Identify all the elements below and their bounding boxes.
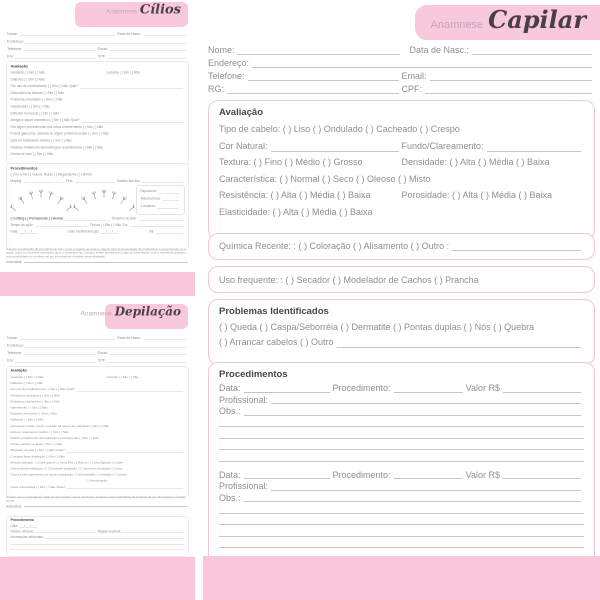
espessura-blank [158,188,179,194]
maping-label: Maping: [10,179,23,183]
obs-label: Obs.: [219,492,241,503]
rg-label: RG: [7,358,14,363]
procedimento-entry [219,383,584,464]
obs-blank [244,493,581,503]
maping-blank [24,178,65,183]
problemas-outro-blank [337,335,581,348]
regiao-label: Região depilada: [97,530,122,534]
page-title: Depilação [114,304,181,319]
rg-blank [227,83,398,94]
header-prefix: Anamnese [430,19,484,31]
cpf-blank [108,357,187,363]
fundo-blank [487,138,581,153]
qual-blank [79,83,183,88]
adesivo-cola-label: Adesivo/Cola: [140,197,161,201]
telefone-label: Telefone: [208,71,245,81]
uso-frequente-box [208,266,595,293]
endereco-label: Endereço: [208,58,250,68]
obs-blank [244,406,581,416]
avaliacao-box [208,100,595,240]
capilar-footer-bar [203,556,600,600]
lash-specs-box [137,186,185,215]
avaliacao-line: Alergia a algum cosmético ( ) Sim ( ) Não Qual? [10,118,80,123]
adesivo-cola-blank [162,195,179,201]
avaliacao-line: Hipertensão ( ) Sim ( ) Não [10,405,48,410]
tecnicas-line: ( ) Fio a Fio ( ) Volume Russo ( ) Megavolume ( ) Híbrido [10,173,92,177]
avaliacao-line: Faz uso de medicamento ( ) Sim ( ) Não Qual? [10,387,75,392]
nome-label: Nome: [208,45,235,55]
resistencia-line: Resistência: ( ) Alta ( ) Média ( ) Baixa [219,190,371,200]
telefone-blank [248,70,399,81]
cilios-id-fields [7,30,188,60]
metodo-blank [36,529,96,533]
rg-label: RG: [7,54,14,59]
avaliacao-line: Antecedentes alérgicos: ( ) Creme pré depilação ( ) Creme pós depilação ( ) Cera [10,467,123,471]
nome-label: Nome: [7,31,19,36]
valor-label: Valor R$ [465,383,500,393]
modelo-fios-blank [142,178,183,183]
email-label: Email: [97,46,108,51]
avaliacao-line: Fez algum procedimento nos olhos recentemente ( ) Sim ( ) Não [10,125,104,129]
quimica-recente-line: Química Recente: : ( ) Coloração ( ) Alisamento ( ) Outro : [219,241,450,251]
regiao-blank [123,529,183,533]
problemas-box [208,299,595,365]
avaliacao-line: Pelos encravados ( ) Sim ( ) Não Onde? [10,485,66,489]
avaliacao-line: Possui glaucoma, catarata ou algum problema ocular ( ) Sim ( ) Não [10,132,109,136]
ruled-line [219,452,584,462]
rg-blank [15,53,96,59]
metodo-label: Método utilizado: [10,530,35,534]
quimica-recente-box [208,233,595,260]
avaliacao-line: Faz uso de medicamento ( ) Sim ( ) Não Qual? [10,84,78,89]
avaliacao-line: Distúrbio hormonal ( ) Sim ( ) Não [10,111,60,116]
telefone-blank [24,349,96,355]
cilios-header-bar [75,2,188,27]
depilacao-header-bar [80,304,188,329]
elasticidade-line: Elasticidade: ( ) Alta ( ) Média ( ) Baixa [219,206,373,217]
qual-blank [76,387,183,392]
avaliacao-line: Método utilizado: ( ) Cera quente ( ) Cera Fria ( ) Roll-on ( ) Linha Egípcia ( ) Laser [10,460,124,465]
header-prefix: Anamnese [80,309,112,317]
avaliacao-line: Alterações cardíacas ( ) Sim ( ) Não [10,393,60,398]
telefone-blank [24,45,96,51]
tempo-acao-blank [35,222,88,227]
endereco-label: Endereço: [7,343,25,348]
avaliacao-line: Manchas na pele ( ) Sim ( ) Não Onde? [10,448,65,453]
endereco-label: Endereço: [7,39,25,44]
avaliacao-line: Distúrbio hormonal ( ) Sim ( ) Não [10,412,57,416]
tamanho-bob-blank [138,216,183,221]
endereco-blank [26,342,187,348]
page-title: Cílios [139,2,181,17]
ruled-line [219,429,584,439]
profissional-blank [271,395,581,405]
ruled-line [11,540,185,545]
avaliacao-line: Epilepsia ( ) Sim ( ) Não [10,418,44,422]
data-nasc-blank [144,30,187,36]
endereco-blank [252,57,592,68]
data-label: Data: [219,383,241,393]
cpf-label: CPF: [97,358,107,363]
avaliacao-line: Como a pele apresentou-se após a depilação: ( ) Vermelhidão ( ) Irritação ( ) Coceira [10,473,127,477]
gap-blank [39,229,67,234]
cor-natural-label: Cor Natural: [219,140,268,151]
data-label: Data: [219,469,241,480]
procedimentos-title: Procedimentos [219,369,288,380]
gestante-line: Gestante ( ) Sim ( ) Não [10,375,44,379]
nome-blank [20,30,116,36]
pelo-label: Pelo: [65,179,74,183]
telefone-label: Telefone: [7,46,23,51]
ruled-line [219,504,584,514]
assinatura-blank [24,505,188,507]
avaliacao-box [6,366,189,498]
profissional-blank [271,481,581,491]
caracteristica-line: Característica: ( ) Normal ( ) Seco ( ) Oleoso ( ) Misto [219,173,431,184]
avaliacao-line: Problema circulatório ( ) Sim ( ) Não [10,98,63,102]
problemas-line-2: ( ) Arrancar cabelos ( ) Outro [219,337,334,347]
telefone-label: Telefone: [7,350,23,355]
email-label: Email: [97,350,108,355]
assinatura-label: Assinatura: [6,260,23,265]
curvatura-label: Curvatura: [140,204,156,208]
onde-blank [67,484,183,489]
avaliacao-line: ( ) Descamação [85,479,108,483]
valor-blank [503,383,581,393]
email-blank [430,70,592,81]
cpf-label: CPF: [97,54,107,59]
qual-blank [81,117,183,122]
avaliacao-line: Costuma fazer depilação ( ) Sim ( ) Não [10,454,66,459]
disclaimer-text: Declaro serem verdadeiras todas as informações acima, isentando qualquer responsabilidade do profissional por informações omitidas acima. [6,496,186,503]
data-nasc-label: Data de Nasc.: [409,45,469,55]
info-adicionais-blank [45,535,183,539]
lash-map-diagram [11,186,72,215]
procedimentos-box [6,163,189,251]
cilios-disclaimer [6,248,189,264]
avaliacao-line: Está em tratamento médico ( ) Sim ( ) Não [10,430,69,434]
cor-fundo-row [219,138,584,155]
avaliacao-line: Está em tratamento médico ( ) Sim ( ) Não [10,138,72,143]
lifting-line: ( ) Lifting ( ) Permanente ( ) Henna: [10,217,64,221]
densidade-line: Densidade: ( ) Alta ( ) Média ( ) Baixa [401,157,550,167]
avaliacao-line: Apresenta nódulo, tumor ou lesão na área a ser depilada ( ) Sim ( ) Não [10,424,109,428]
capilar-header-bar [415,5,600,40]
espessura-label: Espessura: [140,189,157,193]
avaliacao-title: Avaliação [10,64,28,69]
data-line: Data: ___/___/___ [10,524,37,528]
procedimentos-title: Procedimentos [10,166,38,171]
nome-blank [238,44,401,55]
ruled-line [11,546,185,551]
manutencao-line: Data da Manutenção: ___/___/___ [68,230,119,234]
avaliacao-line: Possui varizes na área ( ) Sim ( ) Não [10,442,63,447]
tempo-acao-label: Tempo de ação: [10,223,34,227]
avaliacao-title: Avaliação [219,107,264,118]
page-title: Capilar [488,5,586,34]
info-adicionais-label: Informações adicionais: [10,535,44,539]
cpf-label: CPF: [401,84,423,94]
avaliacao-line: Problema circulatório ( ) Sim ( ) Não [10,399,60,404]
rg-blank [15,357,96,363]
ruled-line [219,418,584,428]
cilios-form-page [0,0,195,296]
capilar-form-page [200,0,600,600]
profissional-label: Profissional: [219,481,269,491]
profissional-label: Profissional: [219,394,269,405]
capilar-id-fields [208,44,595,96]
nome-label: Nome: [7,335,19,340]
avaliacao-line: Disfunções da tireoide ( ) Sim ( ) Não [10,91,64,95]
field-row [208,70,595,83]
procedimento-entry [219,470,584,551]
procedimento-title: Procedimento [10,518,34,522]
depilacao-id-fields [7,334,188,364]
lash-map-diagram [74,186,135,215]
avaliacao-line: Realizou tratamento dermatológico recentemente ( ) Sim ( ) Não [10,145,103,150]
rg-label: RG: [208,84,225,94]
procedimento-box [6,516,189,557]
procedimentos-box [208,362,595,564]
data-blank [244,383,330,393]
header-prefix: Anamnese [105,7,137,15]
rs-blank [155,229,183,234]
problemas-title: Problemas Identificados [219,306,329,317]
uso-frequente-line: Uso frequente: : ( ) Secador ( ) Modelador de Cachos ( ) Prancha [219,274,479,285]
disclaimer-text: Autorizo a realização do procedimento bem como o registro de antes e depois para documentação do profissional, e comprometo-me a seguir todos os cuidados orientados após o procedimento. Declaro serem verdadeiras todas as informações acima, isentando qualquer responsabilidade do profissional por informações omitidas nesta avaliação. [6,248,186,259]
onde-blank [66,448,183,453]
data-nasc-blank [144,334,187,340]
data-blank [244,470,330,480]
depilacao-form-page [0,296,195,600]
gestante-line: Gestante ( ) Sim ( ) Não [10,71,45,75]
data-nasc-label: Data de Nasc.: [117,31,142,36]
email-blank [109,45,186,51]
avaliacao-line: Hipertensão ( ) Sim ( ) Não [10,104,50,109]
procedimento-label: Procedimento: [332,469,391,480]
field-row [208,44,595,57]
textura-line: Textura: ( ) Fino ( ) Médio ( ) Grosso [219,157,363,167]
lactante-line: Lactante ( ) Sim ( ) Não [106,375,139,379]
lactante-line: Lactante ( ) Sim ( ) Não [106,71,140,75]
depilacao-disclaimer [6,496,189,509]
email-label: Email: [401,71,427,81]
valor-blank [503,470,581,480]
email-blank [109,349,186,355]
obs-label: Obs.: [219,406,241,416]
cpf-blank [425,83,592,94]
modelo-fios-label: Modelo dos fios: [117,179,141,183]
cor-natural-blank [271,138,399,153]
cilios-footer-bar [0,272,195,296]
depilacao-footer-bar [0,557,195,600]
ruled-line [219,516,584,526]
tintura-line: Tintura ( ) Sim ( ) Não Cor: [89,223,129,227]
assinatura-blank [24,261,188,263]
fundo-label: Fundo/Clareamento: [401,140,484,151]
procedimento-blank [394,383,463,393]
nome-blank [20,334,116,340]
avaliacao-title: Avaliação [10,369,27,373]
resistencia-porosidade-row [219,187,584,204]
porosidade-line: Porosidade: ( ) Alta ( ) Média ( ) Baixa [401,190,553,200]
ruled-line [219,527,584,537]
procedimento-blank [394,470,463,480]
curvatura-blank [157,203,179,209]
assinatura-label: Assinatura: [6,504,23,509]
pelo-blank [75,178,116,183]
quimica-outro-blank [452,240,581,251]
tintura-cor-blank [130,222,183,227]
cpf-blank [108,53,187,59]
endereco-blank [26,38,187,44]
rs-label: R$ [149,230,154,234]
avaliacao-line: Diabetes ( ) Sim ( ) Não [10,77,45,82]
gap-blank [120,229,148,234]
avaliacao-box [6,61,189,165]
henna-blank [65,216,110,221]
avaliacao-line: Dorme de lado ( ) Sim ( ) Não [10,152,54,157]
data-nasc-blank [472,44,592,55]
ruled-line [219,539,584,549]
data-line: Data: ___/___/___ [10,230,38,234]
procedimento-label: Procedimento: [332,383,391,393]
ruled-line [219,441,584,451]
data-nasc-label: Data de Nasc.: [117,335,142,340]
tipo-cabelo-line: Tipo de cabelo: ( ) Liso ( ) Ondulado ( ) Cacheado ( ) Crespo [219,124,460,134]
tamanho-bob-label: Tamanho do Bob: [111,217,137,221]
avaliacao-line: Diabetes ( ) Sim ( ) Não [10,381,43,386]
textura-densidade-row [219,154,584,171]
avaliacao-line: Realizou tratamento dermatológico recentemente ( ) Sim ( ) Não [10,436,99,440]
problemas-line-1: ( ) Queda ( ) Caspa/Seborréia ( ) Dermatite ( ) Pontas duplas ( ) Nós ( ) Quebra [219,322,535,332]
valor-label: Valor R$ [465,469,500,480]
field-row [208,83,595,96]
lash-diagram-row [11,185,185,216]
field-row [208,57,595,70]
